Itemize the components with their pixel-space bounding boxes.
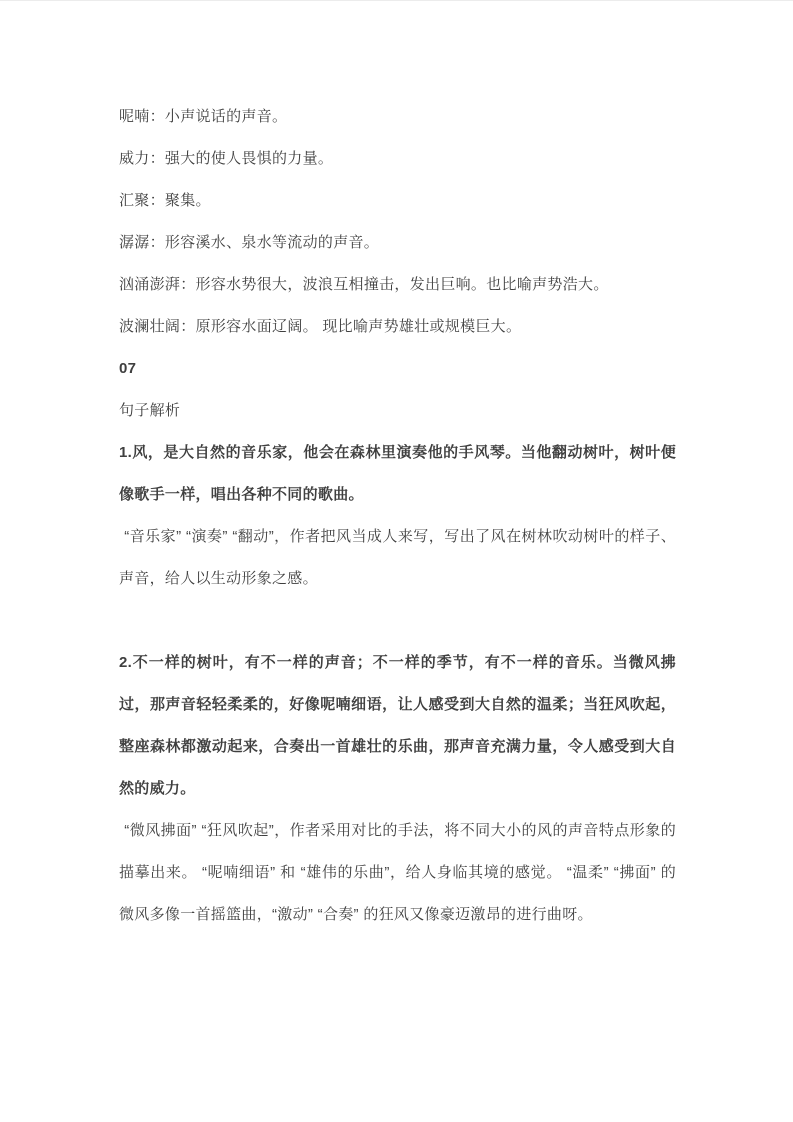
definition-term: 汹涌澎湃：	[119, 276, 196, 293]
definition-item	[119, 96, 676, 138]
analysis-text: “微风拂面” “狂风吹起”，作者采用对比的手法，将不同大小的风的声音特点形象的描摹出来。 “呢喃细语” 和 “雄伟的乐曲”，给人身临其境的感觉。 “温柔” “拂面” 的微风多像一首摇篮曲，“激动” “合奏” 的狂风又像豪迈激昂的进行曲呀。	[119, 822, 676, 923]
sentence-analysis-block-1	[119, 432, 676, 600]
definition-text: 形容水势很大，波浪互相撞击，发出巨响。也比喻声势浩大。	[195, 276, 609, 293]
definition-text: 原形容水面辽阔。 现比喻声势雄壮或规模巨大。	[195, 318, 522, 335]
definition-item	[119, 306, 676, 348]
definition-term: 呢喃：	[119, 108, 165, 125]
analysis-text: “音乐家” “演奏” “翻动”，作者把风当成人来写，写出了风在树林吹动树叶的样子、声音，给人以生动形象之感。	[119, 528, 676, 587]
sentence-text: 2.不一样的树叶，有不一样的声音；不一样的季节，有不一样的音乐。当微风拂过，那声音轻轻柔柔的，好像呢喃细语，让人感受到大自然的温柔；当狂风吹起，整座森林都激动起来，合奏出一首雄壮的乐曲，那声音充满力量，令人感受到大自然的威力。	[119, 654, 676, 797]
section-title: 句子解析	[119, 402, 181, 419]
definition-term: 威力：	[119, 150, 165, 167]
definition-item	[119, 180, 676, 222]
definition-text: 小声说话的声音。	[164, 108, 288, 125]
word-definitions-section	[119, 96, 676, 348]
definition-text: 聚集。	[164, 192, 211, 209]
definition-term: 波澜壮阔：	[119, 318, 196, 335]
definition-item	[119, 222, 676, 264]
sentence-analysis-block-2	[119, 642, 676, 936]
definition-item	[119, 264, 676, 306]
definition-term: 汇聚：	[119, 192, 165, 209]
section-number: 07	[119, 360, 137, 377]
definition-item	[119, 138, 676, 180]
definition-term: 潺潺：	[119, 234, 165, 251]
sentence-text: 1.风，是大自然的音乐家，他会在森林里演奏他的手风琴。当他翻动树叶，树叶便像歌手一样，唱出各种不同的歌曲。	[119, 444, 676, 503]
definition-text: 形容溪水、泉水等流动的声音。	[164, 234, 380, 251]
definition-text: 强大的使人畏惧的力量。	[164, 150, 334, 167]
